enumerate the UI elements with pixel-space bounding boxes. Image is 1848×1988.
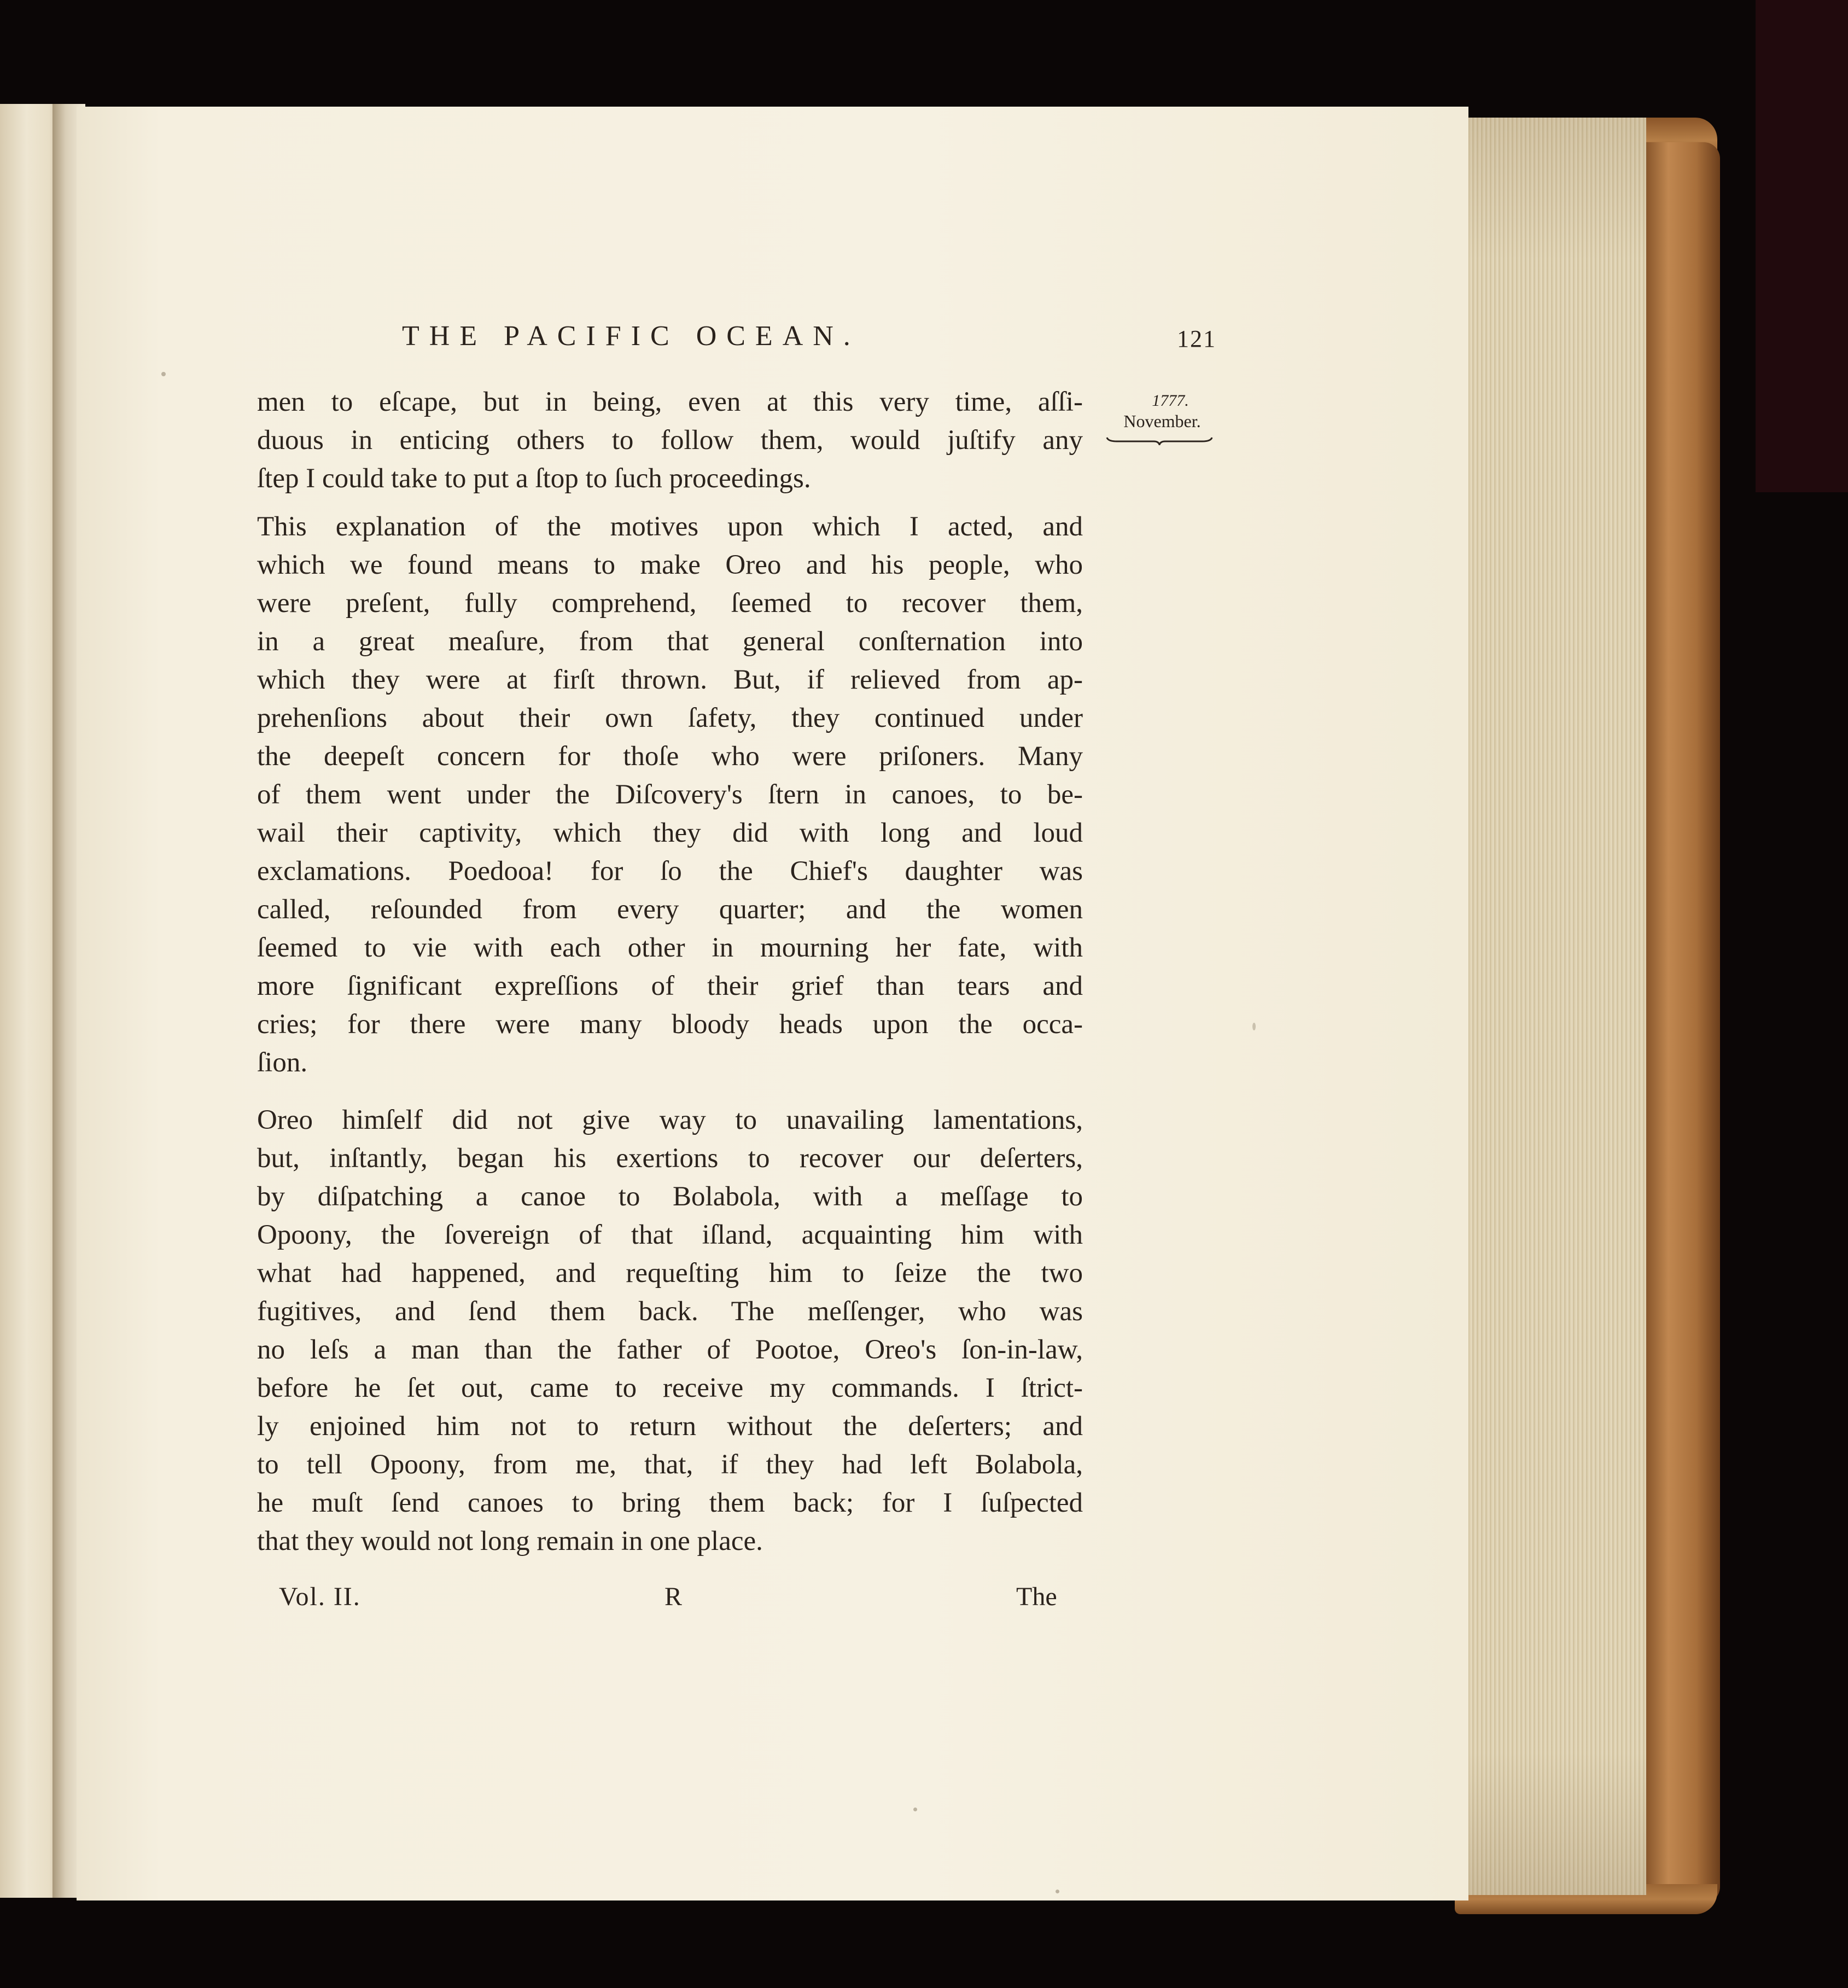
text-line: before he ſet out, came to receive my commands. I ſtrict- [257,1373,1083,1403]
text-line: Opoony, the ſovereign of that iſland, acquainting him with [257,1220,1083,1250]
text-line: prehenſions about their own ſafety, they continued under [257,703,1083,733]
footer-catchword: The [1016,1582,1057,1611]
paper-speck [1252,1023,1256,1030]
margin-brace-icon [1106,436,1213,445]
text-line: duous in enticing others to follow them, would juſtify any [257,425,1083,456]
text-line: what had happened, and requeſting him to ſeize the two [257,1258,1083,1289]
text-line: which they were at firſt thrown. But, if relieved from ap- [257,664,1083,695]
paper-speck [1056,1890,1059,1893]
text-line: of them went under the Diſcovery's ſtern in canoes, to be- [257,779,1083,810]
leather-cover [1641,142,1720,1903]
text-line: were preſent, fully comprehend, ſeemed to recover them, [257,588,1083,619]
text-line: by diſpatching a canoe to Bolabola, with a meſſage to [257,1181,1083,1212]
text-line: This explanation of the motives upon which I acted, and [257,511,1083,542]
text-line: which we found means to make Oreo and his people, who [257,550,1083,580]
text-line: no leſs a man than the father of Pootoe, Oreo's ſon-in-law, [257,1334,1083,1365]
paper-speck [913,1808,917,1811]
margin-note-month: November. [1123,411,1201,431]
background-cloth [1756,0,1848,492]
text-line: the deepeſt concern for thoſe who were priſoners. Many [257,741,1083,772]
text-line: Oreo himſelf did not give way to unavailing lamentations, [257,1105,1083,1135]
text-line: but, inſtantly, began his exertions to recover our deſerters, [257,1143,1083,1174]
page-number: 121 [1177,325,1216,352]
text-line: that they would not long remain in one place. [257,1526,763,1556]
margin-note-year: 1777. [1152,392,1189,410]
text-line: ſeemed to vie with each other in mourning her fate, with [257,932,1083,963]
footer-volume: Vol. II. [279,1582,361,1611]
text-line: cries; for there were many bloody heads upon the occa- [257,1009,1083,1040]
paper-speck [161,372,166,376]
text-line: wail their captivity, which they did with long and loud [257,818,1083,848]
paragraph [257,508,1083,1082]
text-line: he muſt ſend canoes to bring them back; for I ſuſpected [257,1488,1083,1518]
text-line: more ſignificant expreſſions of their grief than tears and [257,971,1083,1001]
text-line: in a great meaſure, from that general conſternation into [257,626,1083,657]
text-line: to tell Opoony, from me, that, if they had left Bolabola, [257,1449,1083,1480]
text-line: fugitives, and ſend them back. The meſſenger, who was [257,1296,1083,1327]
paragraph [257,1101,1083,1560]
text-line: ly enjoined him not to return without the deſerters; and [257,1411,1083,1442]
text-line: men to eſcape, but in being, even at this very time, aſſi- [257,387,1083,417]
text-line: ſion. [257,1047,308,1078]
text-line: called, reſounded from every quarter; and the women [257,894,1083,925]
body-text [257,383,1083,1560]
footer-signature-mark: R [664,1582,683,1611]
text-line: ſtep I could take to put a ſtop to ſuch proceedings. [257,463,811,494]
text-line: exclamations. Poedooa! for ſo the Chief's daughter was [257,856,1083,887]
paragraph [257,383,1083,498]
page-block-shading [1466,118,1646,1895]
running-head: THE PACIFIC OCEAN. [402,320,860,352]
